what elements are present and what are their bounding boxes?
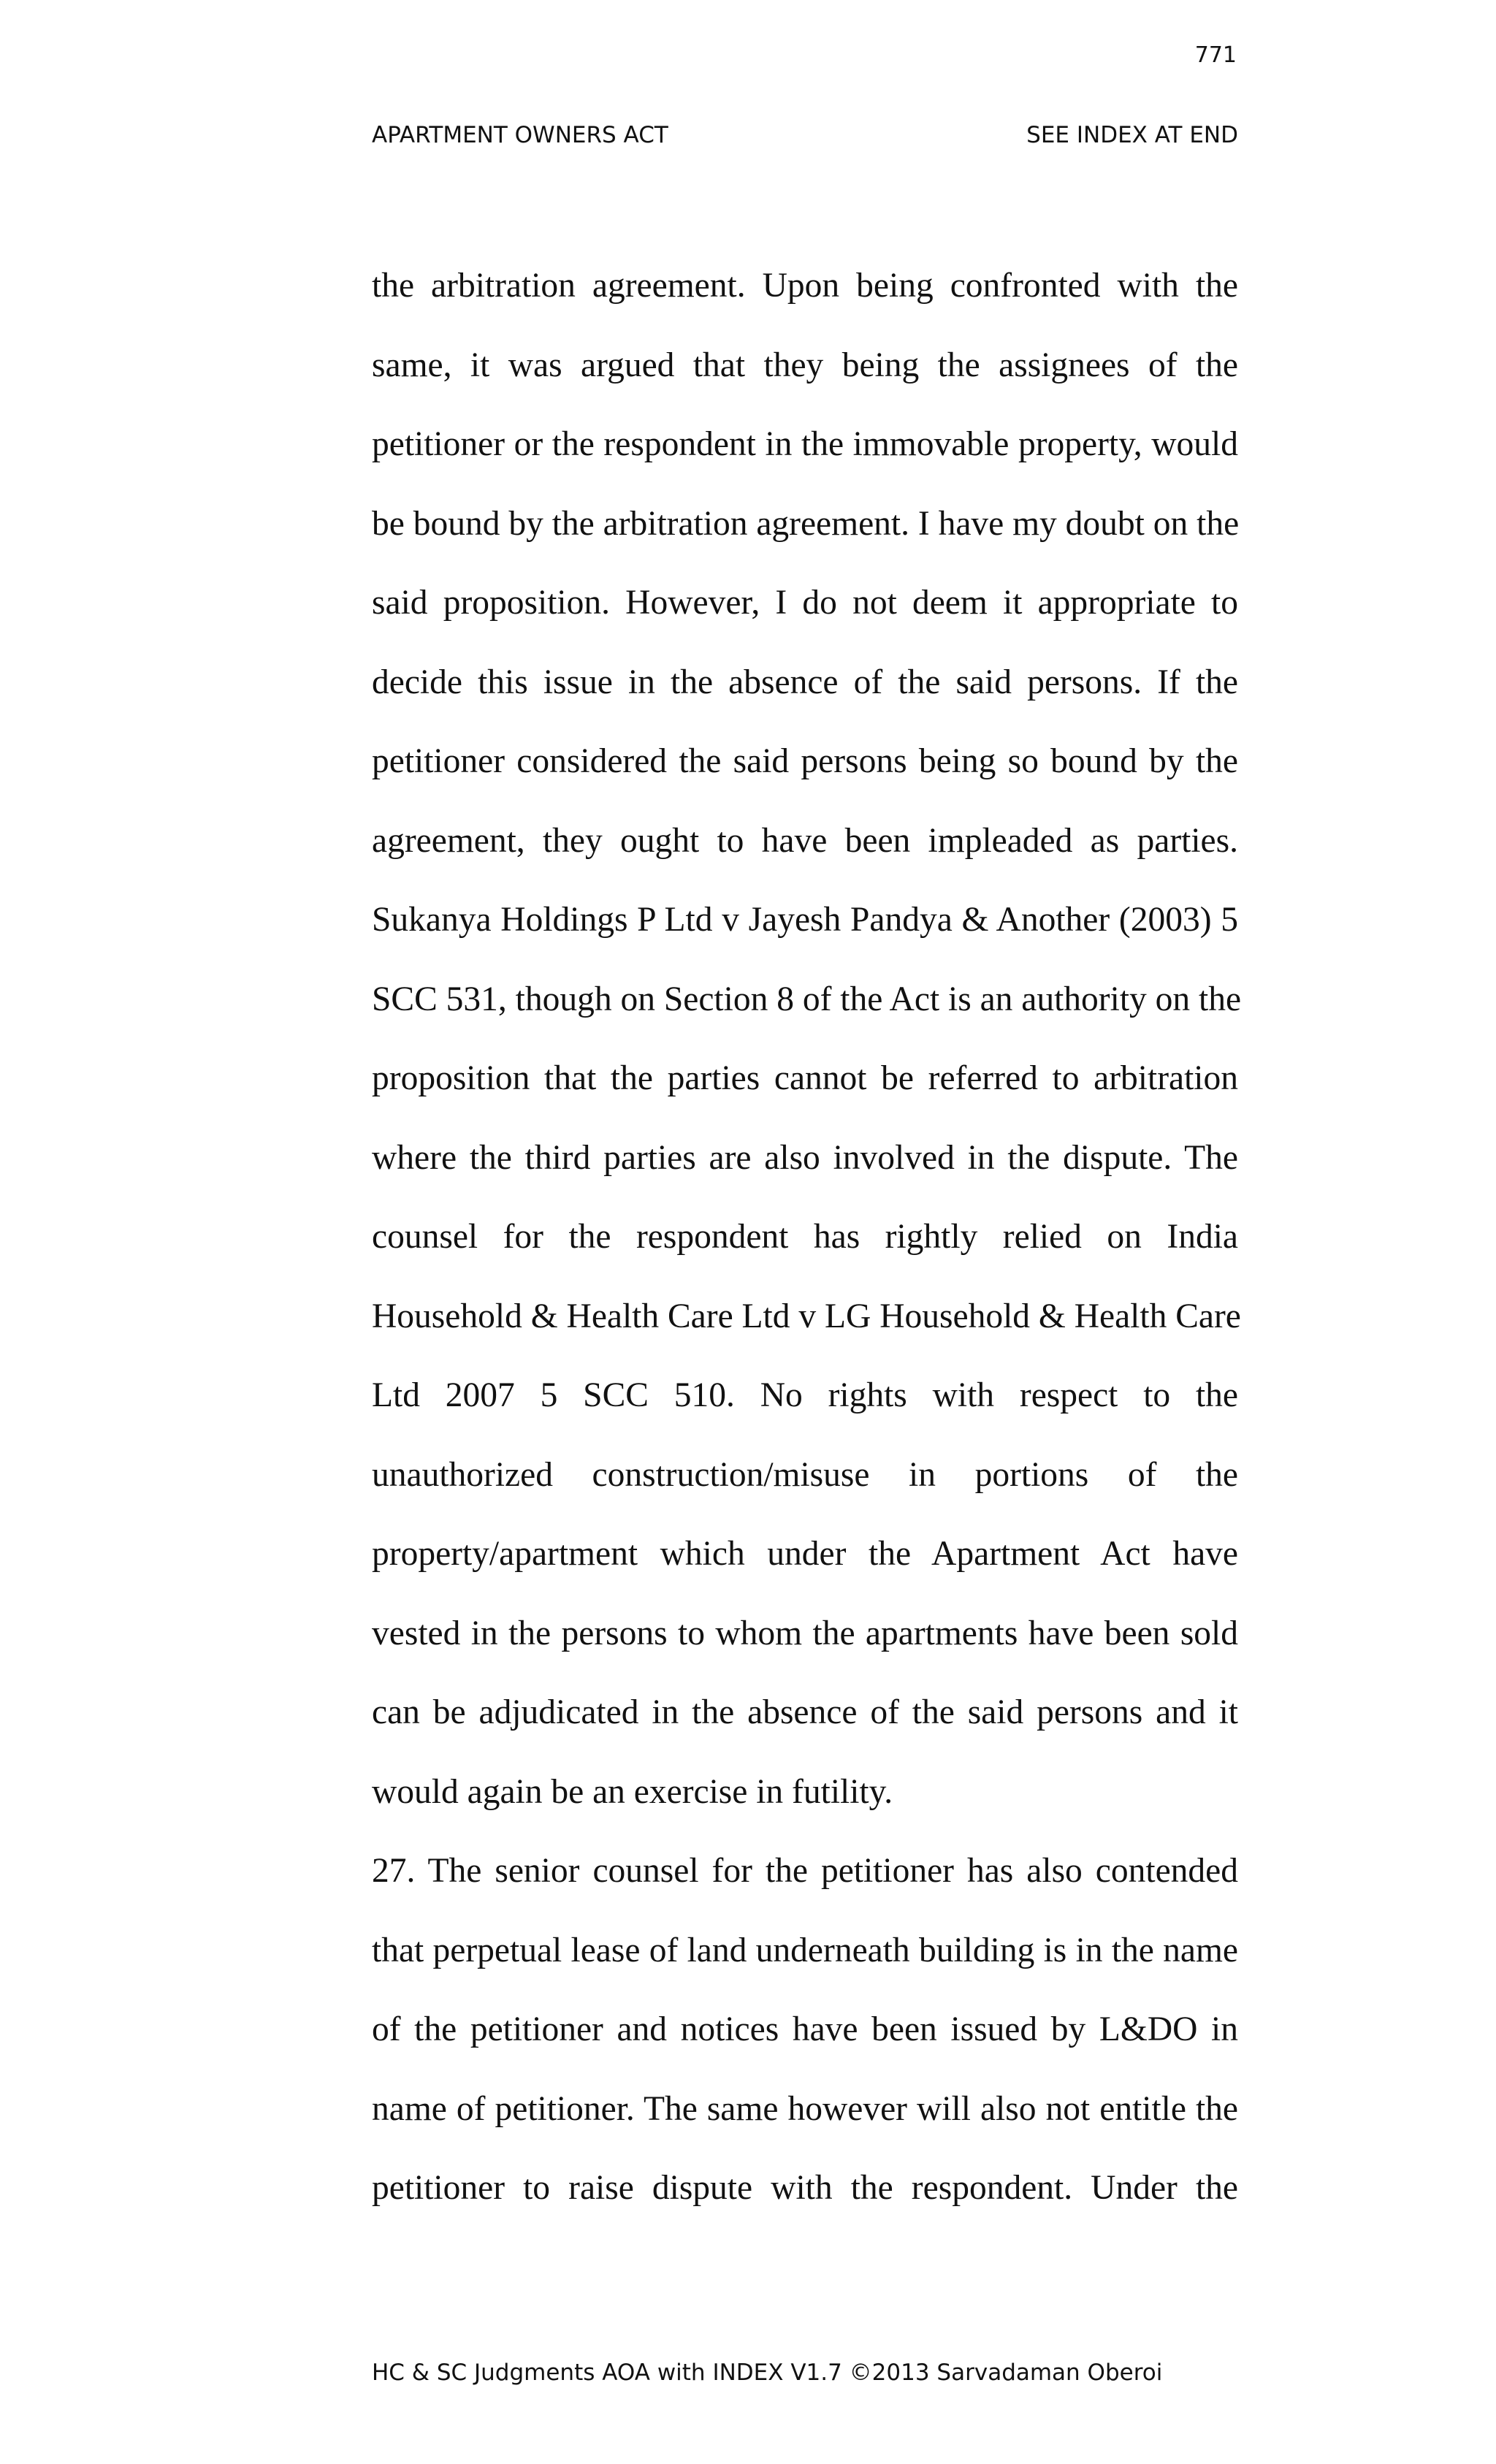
text-line: Ltd 2007 5 SCC 510. No rights with respect to the [372,1376,1238,1414]
text-line: SCC 531, though on Section 8 of the Act is an authority on the [372,980,1242,1018]
text-line: Household & Health Care Ltd v LG Household & Health Care [372,1297,1241,1335]
text-line: name of petitioner. The same however will also not entitle the [372,2089,1238,2128]
text-line: be bound by the arbitration agreement. I have my doubt on the [372,504,1240,543]
text-line: said proposition. However, I do not deem it appropriate to [372,584,1238,622]
text-line: unauthorized construction/misuse in portions of the [372,1455,1238,1494]
text-line: petitioner considered the said persons being so bound by the [372,742,1238,780]
running-header [372,122,1238,148]
page-footer: HC & SC Judgments AOA with INDEX V1.7 ©2013 Sarvadaman Oberoi [372,2360,1163,2386]
text-line: can be adjudicated in the absence of the said persons and it [372,1693,1238,1731]
text-line: Sukanya Holdings P Ltd v Jayesh Pandya & Another (2003) 5 [372,901,1238,939]
judgment-body-text [372,260,1242,2242]
text-line: where the third parties are also involved in the dispute. The [372,1138,1238,1177]
header-index-note: SEE INDEX AT END [1026,122,1238,148]
text-line: that perpetual lease of land underneath building is in the name [372,1931,1238,1969]
text-line: petitioner to raise dispute with the respondent. Under the [372,2169,1238,2207]
text-line: the arbitration agreement. Upon being confronted with the [372,267,1238,305]
text-line: of the petitioner and notices have been issued by L&DO in [372,2010,1238,2048]
text-line: would again be an exercise in futility. [372,1772,893,1811]
text-line: counsel for the respondent has rightly relied on India [372,1218,1238,1256]
text-line: property/apartment which under the Apartment Act have [372,1535,1238,1573]
text-line: vested in the persons to whom the apartments have been sold [372,1614,1238,1652]
text-line: 27. The senior counsel for the petitioner has also contended [372,1852,1238,1890]
text-line: agreement, they ought to have been impleaded as parties. [372,821,1238,860]
text-line: same, it was argued that they being the assignees of the [372,346,1238,384]
text-line: petitioner or the respondent in the immovable property, would [372,425,1238,463]
header-title: APARTMENT OWNERS ACT [372,122,668,148]
page-number: 771 [1194,42,1237,68]
text-line: decide this issue in the absence of the said persons. If the [372,663,1238,701]
text-line: proposition that the parties cannot be referred to arbitration [372,1059,1238,1097]
